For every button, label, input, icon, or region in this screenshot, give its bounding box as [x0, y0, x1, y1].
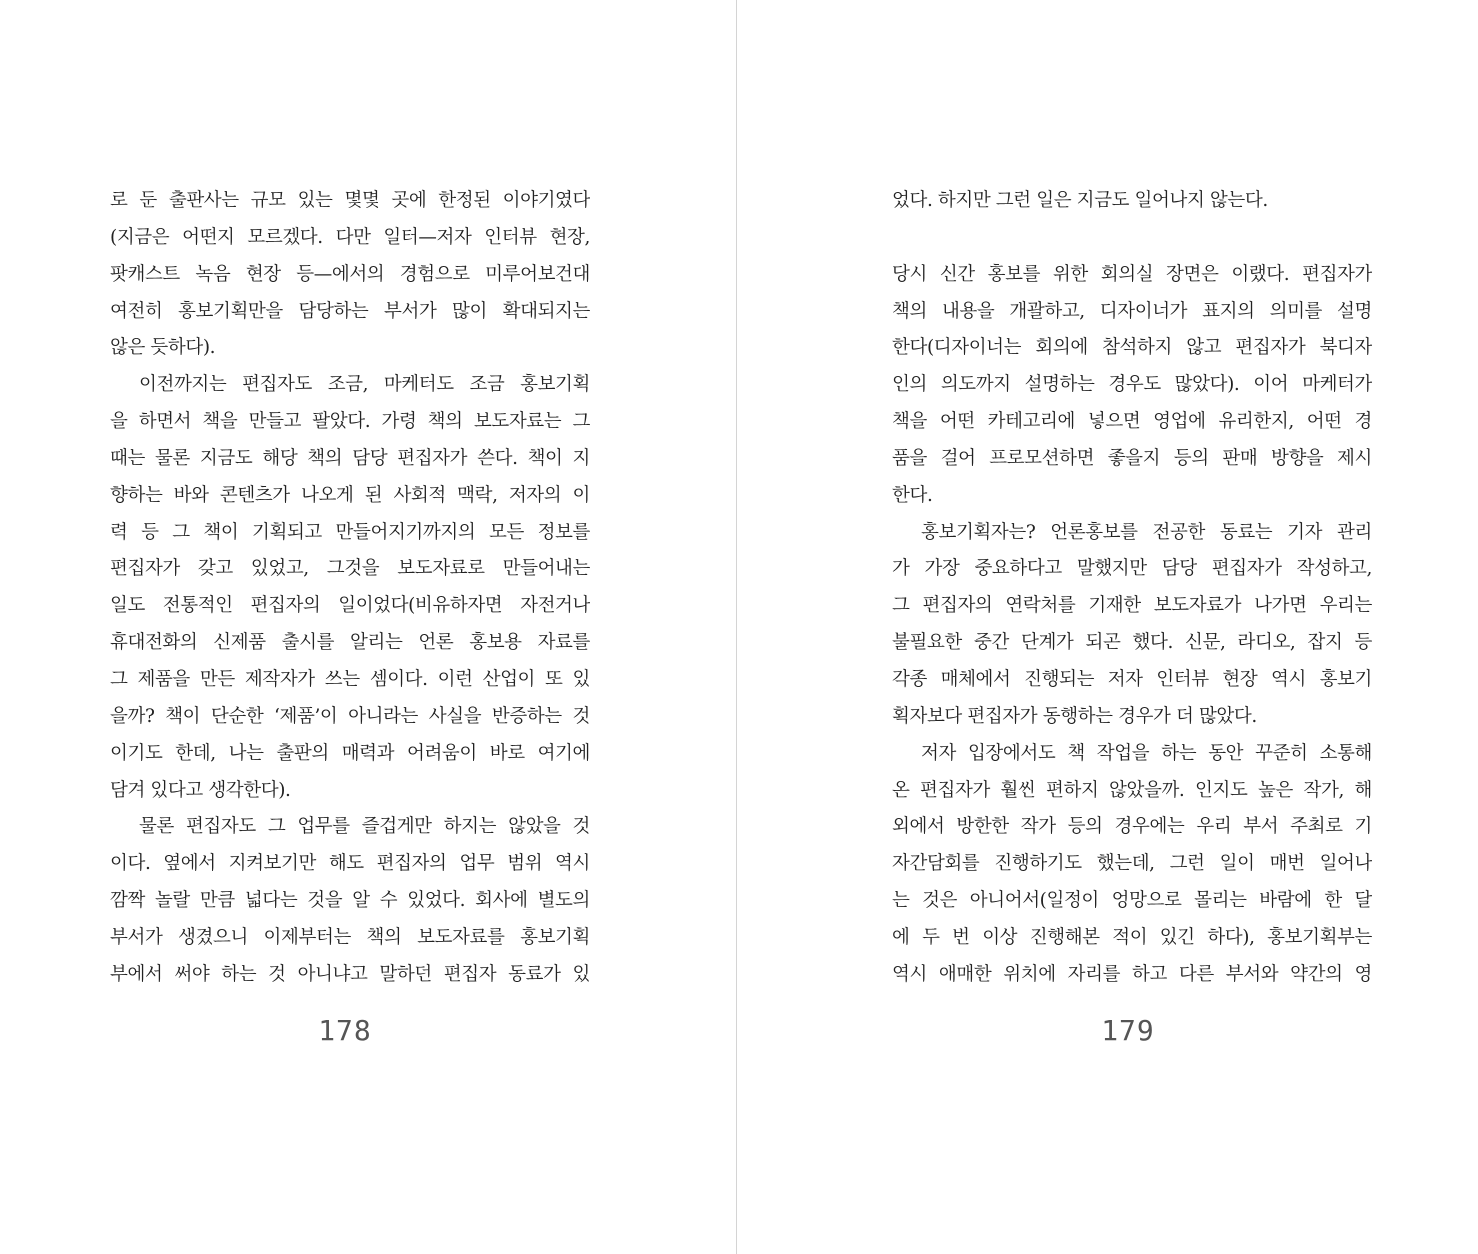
text-line: 온 편집자가 훨씬 편하지 않았을까. 인지도 높은 작가, 해: [892, 779, 1372, 801]
text-line: 휴대전화의 신제품 출시를 알리는 언론 홍보용 자료를: [110, 632, 590, 654]
text-line: 이전까지는 편집자도 조금, 마케터도 조금 홍보기획: [139, 374, 590, 396]
text-line: (지금은 어떤지 모르겠다. 다만 일터—저자 인터뷰 현장,: [110, 226, 590, 248]
text-line: 자간담회를 진행하기도 했는데, 그런 일이 매번 일어나: [892, 853, 1372, 875]
text-line: 그 제품을 만든 제작자가 쓰는 셈이다. 이런 산업이 또 있: [110, 668, 590, 690]
text-line: 는 것은 아니어서(일정이 엉망으로 몰리는 바람에 한 달: [892, 890, 1372, 912]
text-line: 편집자가 갖고 있었고, 그것을 보도자료로 만들어내는: [110, 558, 590, 580]
text-line: 부서가 생겼으니 이제부터는 책의 보도자료를 홍보기획: [110, 926, 590, 948]
text-line: 여전히 홍보기획만을 담당하는 부서가 많이 확대되지는: [110, 300, 590, 322]
text-line: 팟캐스트 녹음 현장 등—에서의 경험으로 미루어보건대: [110, 263, 590, 285]
text-line: 담겨 있다고 생각한다).: [110, 779, 291, 801]
text-line: 각종 매체에서 진행되는 저자 인터뷰 현장 역시 홍보기: [892, 668, 1372, 690]
text-line: 가 가장 중요하다고 말했지만 담당 편집자가 작성하고,: [892, 558, 1372, 580]
left-page-number: 178: [318, 1014, 372, 1047]
text-line: 일도 전통적인 편집자의 일이었다(비유하자면 자전거나: [110, 595, 590, 617]
text-line: 한다.: [892, 484, 933, 506]
text-line: 향하는 바와 콘텐츠가 나오게 된 사회적 맥락, 저자의 이: [110, 484, 590, 506]
text-line: 이다. 옆에서 지켜보기만 해도 편집자의 업무 범위 역시: [110, 853, 590, 875]
text-line: 이기도 한데, 나는 출판의 매력과 어려움이 바로 여기에: [110, 742, 590, 764]
text-line: 외에서 방한한 작가 등의 경우에는 우리 부서 주최로 기: [892, 816, 1372, 838]
text-line: 인의 의도까지 설명하는 경우도 많았다). 이어 마케터가: [892, 374, 1372, 396]
left-page-text: [110, 183, 590, 994]
text-line: 책의 내용을 개괄하고, 디자이너가 표지의 의미를 설명: [892, 300, 1372, 322]
text-line: 로 둔 출판사는 규모 있는 몇몇 곳에 한정된 이야기였다: [110, 190, 590, 211]
text-line: 깜짝 놀랄 만큼 넓다는 것을 알 수 있었다. 회사에 별도의: [110, 890, 590, 912]
text-line: 을 하면서 책을 만들고 팔았다. 가령 책의 보도자료는 그: [110, 411, 590, 433]
text-line: 물론 편집자도 그 업무를 즐겁게만 하지는 않았을 것: [139, 816, 590, 838]
text-line: 획자보다 편집자가 동행하는 경우가 더 많았다.: [892, 705, 1257, 727]
blank-line: [892, 220, 1372, 257]
text-line: 었다. 하지만 그런 일은 지금도 일어나지 않는다.: [892, 190, 1268, 211]
right-page-text: [892, 183, 1372, 994]
text-line: 부에서 써야 하는 것 아니냐고 말하던 편집자 동료가 있: [110, 963, 590, 985]
page-gutter-divider: [736, 0, 737, 1254]
text-line: 력 등 그 책이 기획되고 만들어지기까지의 모든 정보를: [110, 521, 590, 543]
text-line: 때는 물론 지금도 해당 책의 담당 편집자가 쓴다. 책이 지: [110, 447, 590, 469]
text-line: 한다(디자이너는 회의에 참석하지 않고 편집자가 북디자: [892, 337, 1372, 359]
right-page-number: 179: [1101, 1014, 1155, 1047]
text-line: 을까? 책이 단순한 ‘제품’이 아니라는 사실을 반증하는 것: [110, 705, 590, 727]
text-line: 그 편집자의 연락처를 기재한 보도자료가 나가면 우리는: [892, 595, 1372, 617]
text-line: 불필요한 중간 단계가 되곤 했다. 신문, 라디오, 잡지 등: [892, 632, 1372, 654]
text-line: 저자 입장에서도 책 작업을 하는 동안 꾸준히 소통해: [921, 742, 1372, 764]
text-line: 홍보기획자는? 언론홍보를 전공한 동료는 기자 관리: [921, 521, 1372, 543]
text-line: 당시 신간 홍보를 위한 회의실 장면은 이랬다. 편집자가: [892, 263, 1372, 285]
text-line: 품을 걸어 프로모션하면 좋을지 등의 판매 방향을 제시: [892, 447, 1372, 469]
text-line: 역시 애매한 위치에 자리를 하고 다른 부서와 약간의 영: [892, 963, 1372, 985]
text-line: 에 두 번 이상 진행해본 적이 있긴 하다), 홍보기획부는: [892, 926, 1372, 948]
text-line: 않은 듯하다).: [110, 337, 216, 359]
text-line: 책을 어떤 카테고리에 넣으면 영업에 유리한지, 어떤 경: [892, 411, 1372, 433]
